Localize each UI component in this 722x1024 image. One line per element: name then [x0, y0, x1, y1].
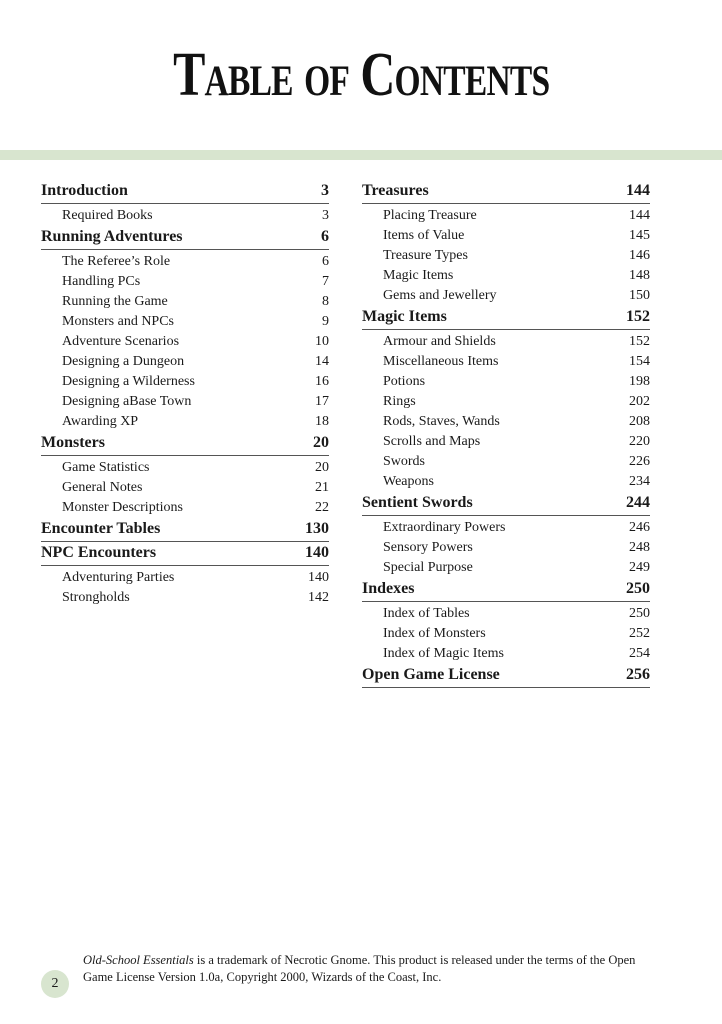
toc-section-page: 144 [626, 182, 650, 199]
toc-entry-page: 208 [629, 414, 650, 429]
toc-entry[interactable] [41, 312, 329, 332]
toc-entry[interactable] [41, 252, 329, 272]
toc-entry-page: 6 [322, 254, 329, 269]
toc-entry-page: 249 [629, 560, 650, 575]
toc-entry-label: Treasure Types [383, 248, 468, 263]
toc-column-right [362, 180, 650, 688]
toc-entry-page: 198 [629, 374, 650, 389]
toc-entry-label: Magic Items [383, 268, 454, 283]
toc-entry-page: 21 [315, 480, 329, 495]
toc-section-heading[interactable] [41, 180, 329, 204]
toc-section-page: 152 [626, 308, 650, 325]
toc-entry-page: 250 [629, 606, 650, 621]
toc-entry-label: Armour and Shields [383, 334, 496, 349]
toc-entry-label: Scrolls and Maps [383, 434, 481, 449]
toc-entry[interactable] [41, 478, 329, 498]
toc-entry[interactable] [362, 518, 650, 538]
toc-section [362, 306, 650, 492]
toc-entry-page: 144 [629, 208, 650, 223]
toc-section-page: 3 [321, 182, 329, 199]
toc-section [362, 578, 650, 664]
toc-entry-page: 150 [629, 288, 650, 303]
toc-entry-page: 3 [322, 208, 329, 223]
toc-section-heading[interactable] [41, 432, 329, 456]
toc-entry[interactable] [362, 432, 650, 452]
page-number-badge [41, 970, 69, 998]
toc-section-heading[interactable] [362, 180, 650, 204]
toc-section-title: Magic Items [362, 308, 447, 325]
toc-section-heading[interactable] [362, 306, 650, 330]
toc-entry-label: Required Books [62, 208, 153, 223]
toc-entry[interactable] [362, 538, 650, 558]
toc-entry-label: Index of Tables [383, 606, 470, 621]
toc-entry-label: Gems and Jewellery [383, 288, 497, 303]
toc-section-title: Running Adventures [41, 228, 183, 245]
toc-section [41, 518, 329, 542]
toc-entry-page: 140 [308, 570, 329, 585]
toc-entry-label: Index of Monsters [383, 626, 486, 641]
toc-entry[interactable] [362, 472, 650, 492]
toc-entry[interactable] [41, 498, 329, 518]
toc-entry[interactable] [362, 266, 650, 286]
toc-entry-label: The Referee’s Role [62, 254, 171, 269]
toc-entry-page: 8 [322, 294, 329, 309]
toc-entry-label: Items of Value [383, 228, 465, 243]
footer-legal-text: is a trademark of Necrotic Gnome. This product is released under the terms of the Open Game License Version 1.0a, Copyright 2000, Wizards of the Coast, Inc. [83, 953, 636, 984]
toc-entry-label: Monsters and NPCs [62, 314, 175, 329]
toc-entry[interactable] [41, 292, 329, 312]
toc-entry[interactable] [362, 332, 650, 352]
toc-section-page: 140 [305, 544, 329, 561]
toc-section-page: 244 [626, 494, 650, 511]
footer-trademark-name: Old-School Essentials [83, 953, 194, 967]
toc-entry-page: 20 [315, 460, 329, 475]
toc-entry-list [362, 602, 650, 664]
toc-entry[interactable] [362, 558, 650, 578]
toc-entry-list [41, 204, 329, 226]
toc-entry[interactable] [362, 644, 650, 664]
toc-section [41, 542, 329, 608]
toc-entry[interactable] [41, 372, 329, 392]
toc-entry-label: Strongholds [62, 590, 130, 605]
toc-section-heading[interactable] [41, 518, 329, 542]
toc-entry[interactable] [41, 588, 329, 608]
toc-section-title: Open Game License [362, 666, 500, 683]
toc-entry-label: General Notes [62, 480, 143, 495]
toc-entry-page: 234 [629, 474, 650, 489]
toc-entry-page: 152 [629, 334, 650, 349]
toc-entry[interactable] [41, 568, 329, 588]
toc-entry[interactable] [362, 392, 650, 412]
toc-entry-page: 226 [629, 454, 650, 469]
toc-entry-page: 202 [629, 394, 650, 409]
toc-entry-label: Special Purpose [383, 560, 473, 575]
toc-entry[interactable] [362, 372, 650, 392]
toc-section-page: 20 [313, 434, 329, 451]
toc-entry-label: Sensory Powers [383, 540, 473, 555]
page-number: 2 [51, 976, 59, 991]
toc-entry-page: 254 [629, 646, 650, 661]
toc-entry-page: 246 [629, 520, 650, 535]
toc-entry[interactable] [41, 206, 329, 226]
toc-section [362, 180, 650, 306]
toc-entry-page: 22 [315, 500, 329, 515]
toc-section [362, 492, 650, 578]
page-title [0, 30, 722, 120]
toc-section-heading[interactable] [41, 542, 329, 566]
toc-section-title: Introduction [41, 182, 128, 199]
toc-section-title: Monsters [41, 434, 105, 451]
toc-entry-page: 17 [315, 394, 329, 409]
toc-entry-label: Adventure Scenarios [62, 334, 180, 349]
toc-entry-label: Rods, Staves, Wands [383, 414, 500, 429]
toc-entry-label: Weapons [383, 474, 434, 489]
toc-entry-list [41, 250, 329, 432]
toc-entry[interactable] [41, 412, 329, 432]
toc-entry[interactable] [362, 352, 650, 372]
toc-entry-label: Extraordinary Powers [383, 520, 506, 535]
toc-entry-page: 7 [322, 274, 329, 289]
toc-section-page: 6 [321, 228, 329, 245]
toc-entry-label: Designing aBase Town [62, 394, 192, 409]
toc-entry-list [362, 204, 650, 306]
toc-entry[interactable] [362, 206, 650, 226]
toc-entry-label: Index of Magic Items [383, 646, 504, 661]
toc-section-heading[interactable] [362, 578, 650, 602]
toc-section [362, 664, 650, 688]
toc-entry-label: Handling PCs [62, 274, 141, 289]
toc-section-title: NPC Encounters [41, 544, 157, 561]
toc-entry-page: 148 [629, 268, 650, 283]
toc-section-title: Treasures [362, 182, 429, 199]
toc-entry[interactable] [41, 332, 329, 352]
toc-entry-list [362, 330, 650, 492]
toc-entry[interactable] [41, 272, 329, 292]
toc-entry-page: 252 [629, 626, 650, 641]
toc-entry[interactable] [362, 452, 650, 472]
toc-entry-label: Rings [383, 394, 416, 409]
toc-entry-label: Designing a Dungeon [62, 354, 185, 369]
toc-section [41, 180, 329, 226]
toc-entry[interactable] [41, 392, 329, 412]
toc-entry[interactable] [362, 226, 650, 246]
toc-entry[interactable] [41, 458, 329, 478]
toc-entry-page: 220 [629, 434, 650, 449]
toc-entry[interactable] [41, 352, 329, 372]
toc-entry[interactable] [362, 624, 650, 644]
toc-entry-label: Monster Descriptions [62, 500, 183, 515]
toc-section-heading[interactable] [41, 226, 329, 250]
toc-section [41, 432, 329, 518]
toc-entry-page: 142 [308, 590, 329, 605]
toc-section-heading[interactable] [362, 664, 650, 688]
toc-entry-label: Adventuring Parties [62, 570, 175, 585]
toc-entry[interactable] [362, 286, 650, 306]
toc-entry-label: Game Statistics [62, 460, 150, 475]
toc-section-title: Sentient Swords [362, 494, 473, 511]
toc-entry[interactable] [362, 412, 650, 432]
toc-entry-label: Placing Treasure [383, 208, 477, 223]
toc-entry-page: 16 [315, 374, 329, 389]
toc-entry-label: Potions [383, 374, 426, 389]
toc-entry-list [362, 516, 650, 578]
toc-section-title: Encounter Tables [41, 520, 161, 537]
toc-section-page: 256 [626, 666, 650, 683]
page-title-text: Table of Contents [172, 41, 550, 109]
toc-section-heading[interactable] [362, 492, 650, 516]
toc-entry-list [41, 566, 329, 608]
toc-entry[interactable] [362, 604, 650, 624]
toc-entry-label: Miscellaneous Items [383, 354, 499, 369]
header-accent-band [0, 150, 722, 160]
toc-section [41, 226, 329, 432]
toc-entry-page: 145 [629, 228, 650, 243]
toc-entry-list [41, 456, 329, 518]
toc-section-title: Indexes [362, 580, 415, 597]
toc-entry-label: Awarding XP [62, 414, 139, 429]
toc-section-page: 130 [305, 520, 329, 537]
toc-entry-page: 248 [629, 540, 650, 555]
toc-entry-page: 10 [315, 334, 329, 349]
toc-entry-page: 9 [322, 314, 329, 329]
toc-entry-page: 146 [629, 248, 650, 263]
toc-entry-label: Swords [383, 454, 426, 469]
footer-legal-notice [83, 952, 653, 986]
toc-entry[interactable] [362, 246, 650, 266]
toc-entry-label: Designing a Wilderness [62, 374, 195, 389]
toc-entry-page: 14 [315, 354, 329, 369]
toc-section-page: 250 [626, 580, 650, 597]
toc-entry-page: 154 [629, 354, 650, 369]
toc-entry-page: 18 [315, 414, 329, 429]
toc-column-left [41, 180, 329, 608]
toc-entry-label: Running the Game [62, 294, 168, 309]
